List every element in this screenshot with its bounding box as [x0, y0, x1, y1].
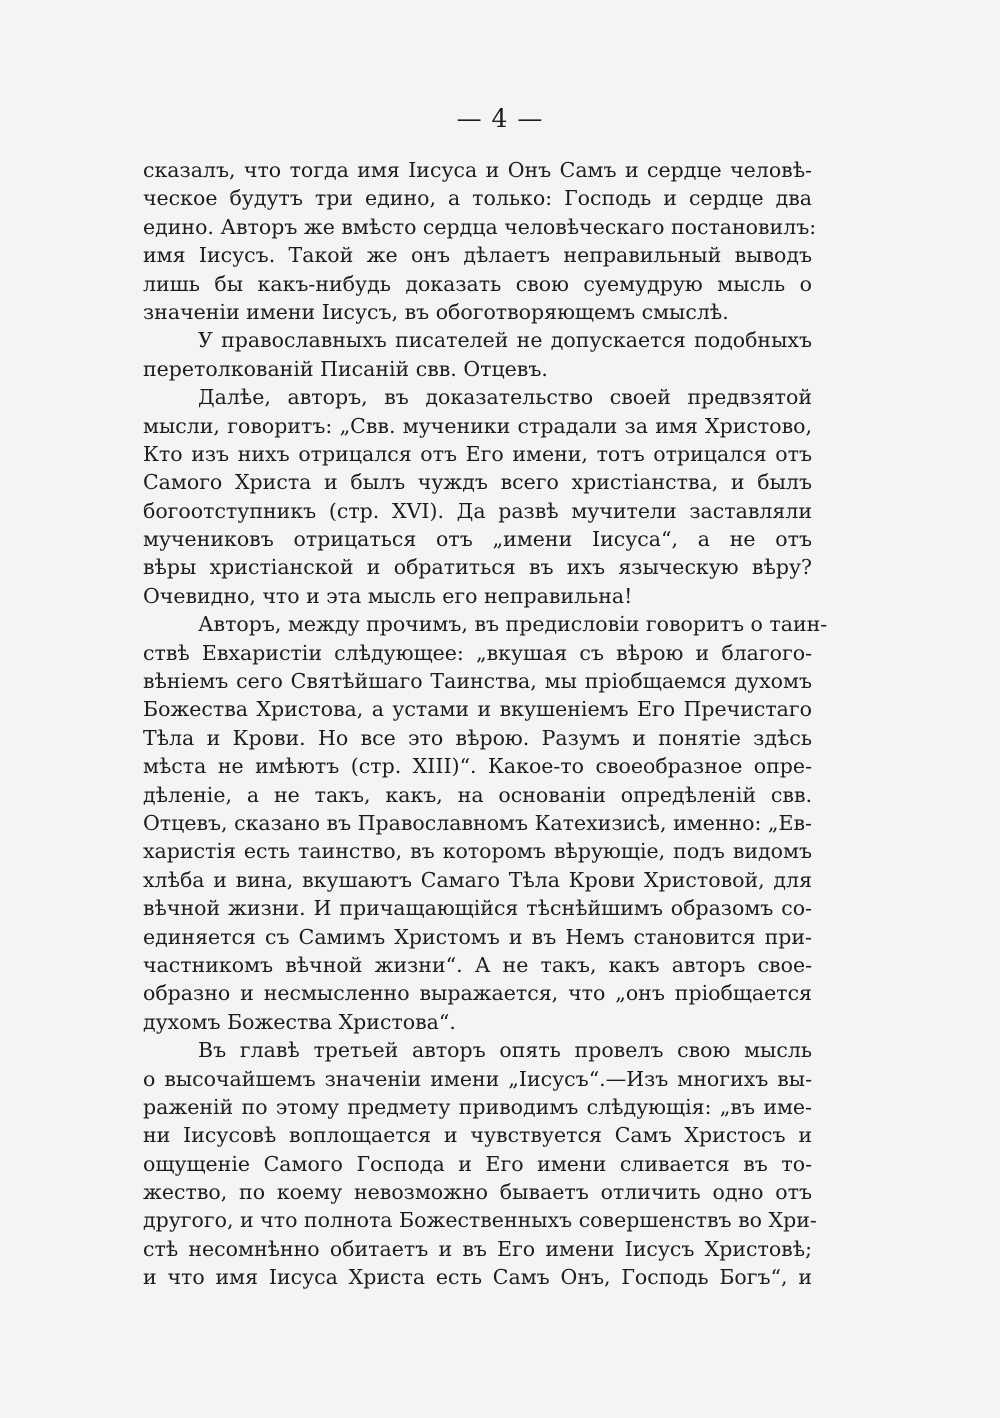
text-line: хлѣба и вина, вкушаютъ Самаго Тѣла Крови Христовой, для	[143, 867, 812, 892]
text-line: Далѣе, авторъ, въ доказательство своей предвзятой	[198, 385, 812, 410]
text-line: вѣніемъ сего Святѣйшаго Таинства, мы пріобщаемся духомъ	[143, 669, 812, 694]
text-line: единяется съ Самимъ Христомъ и въ Немъ становится при-	[143, 924, 812, 949]
text-line: богоотступникъ (стр. XVI). Да развѣ мучители заставляли	[143, 498, 812, 523]
text-line: Въ главѣ третьей авторъ опять провелъ свою мысль	[198, 1038, 812, 1063]
text-line: духомъ Божества Христова“.	[143, 1009, 456, 1034]
text-line: Авторъ, между прочимъ, въ предисловіи говоритъ о таин-	[198, 612, 828, 637]
text-line: харистія есть таинство, въ которомъ вѣрующіе, подъ видомъ	[143, 839, 812, 864]
text-line: Тѣла и Крови. Но все это вѣрою. Разумъ и понятіе здѣсь	[143, 725, 812, 750]
text-line: стѣ несомнѣнно обитаетъ и въ Его имени Іисусъ Христовѣ;	[143, 1236, 812, 1261]
text-line: едино. Авторъ же вмѣсто сердца человѣческаго постановилъ:	[143, 214, 817, 239]
text-line: вѣры христіанской и обратиться въ ихъ языческую вѣру?	[143, 555, 812, 580]
text-line: имя Іисусъ. Такой же онъ дѣлаетъ неправильный выводъ	[143, 243, 812, 268]
text-line: ческое будутъ три едино, а только: Господь и сердце два	[143, 186, 812, 211]
text-line: У православныхъ писателей не допускается подобныхъ	[198, 328, 812, 353]
text-line: значеніи имени Іисусъ, въ обоготворяющемъ смыслѣ.	[143, 299, 729, 324]
text-line: Самого Христа и былъ чуждъ всего христіанства, и былъ	[143, 470, 812, 495]
text-line: сказалъ, что тогда имя Іисуса и Онъ Самъ и сердце человѣ-	[143, 158, 812, 182]
text-line: образно и несмысленно выражается, что „онъ пріобщается	[143, 981, 812, 1006]
text-line: ощущеніе Самого Господа и Его имени сливается въ то-	[143, 1151, 812, 1176]
text-line: ни Іисусовѣ воплощается и чувствуется Самъ Христосъ и	[143, 1123, 812, 1148]
text-line: дѣленіе, а не такъ, какъ, на основаніи опредѣленій свв.	[143, 782, 812, 807]
text-line: раженій по этому предмету приводимъ слѣдующія: „въ име-	[143, 1094, 812, 1119]
text-line: мысли, говоритъ: „Свв. мученики страдали за имя Христово,	[143, 413, 812, 438]
text-line: лишь бы какъ-нибудь доказать свою суемудрую мысль о	[143, 271, 812, 296]
text-line: мѣста не имѣютъ (стр. XIII)“. Какое-то своеобразное опре-	[143, 754, 812, 779]
text-line: и что имя Іисуса Христа есть Самъ Онъ, Господь Богъ“, и	[143, 1265, 812, 1290]
text-line: Кто изъ нихъ отрицался отъ Его имени, тотъ отрицался отъ	[143, 441, 812, 466]
text-line: Очевидно, что и эта мысль его неправильна!	[143, 583, 633, 608]
text-line: Божества Христова, а устами и вкушеніемъ Его Пречистаго	[143, 697, 812, 722]
text-line: перетолкованій Писаній свв. Отцевъ.	[143, 356, 548, 381]
body-text	[143, 156, 828, 1292]
text-line: другого, и что полнота Божественныхъ совершенствъ во Хри-	[143, 1208, 817, 1233]
text-line: мучениковъ отрицаться отъ „имени Іисуса“, а не отъ	[143, 527, 812, 552]
text-line: ствѣ Евхаристіи слѣдующее: „вкушая съ вѣрою и благого-	[143, 640, 812, 665]
text-line: частникомъ вѣчной жизни“. А не такъ, какъ авторъ свое-	[143, 952, 812, 977]
page-number: — 4 —	[456, 104, 544, 133]
text-line: Отцевъ, сказано въ Православномъ Катехизисѣ, именно: „Ев-	[143, 810, 812, 835]
text-line: о высочайшемъ значеніи имени „Іисусъ“.—Изъ многихъ вы-	[143, 1066, 812, 1091]
text-line: жество, по коему невозможно бываетъ отличить одно отъ	[143, 1180, 812, 1205]
text-line: вѣчной жизни. И причащающійся тѣснѣйшимъ образомъ со-	[143, 896, 812, 921]
